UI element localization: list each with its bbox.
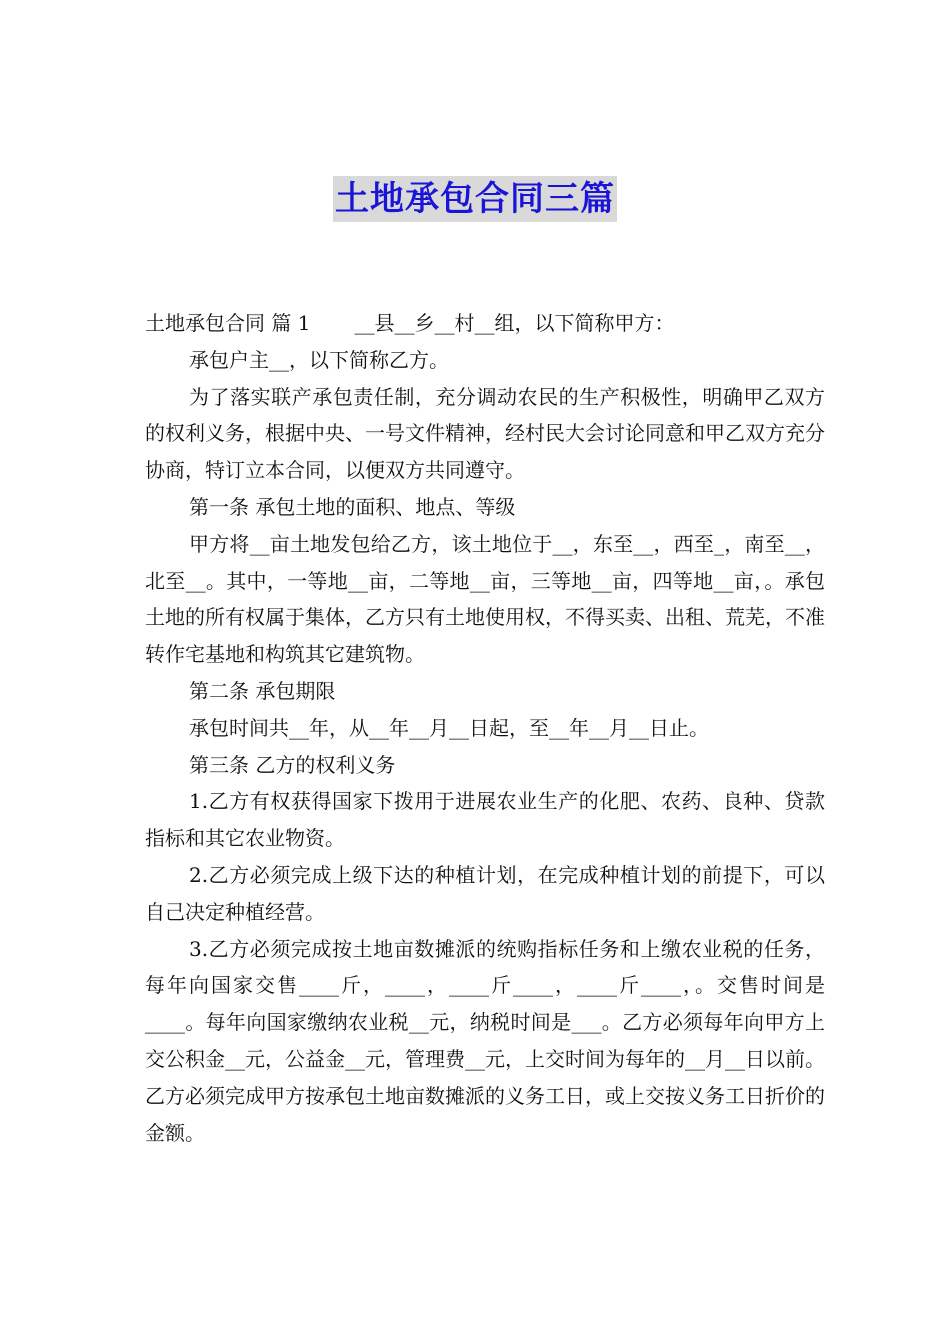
article-heading: 第三条 乙方的权利义务 <box>189 752 396 777</box>
paragraph: 为了落实联产承包责任制，充分调动农民的生产积极性，明确甲乙双方的权利义务，根据中央、一号文件精神，经村民大会讨论同意和甲乙双方充分协商，特订立本合同，以便双方共同遵守。 <box>145 384 825 483</box>
document-title: 土地承包合同三篇 <box>333 176 617 222</box>
paragraph: 承包户主__，以下简称乙方。 <box>189 347 449 372</box>
paragraph: 承包时间共__年，从__年__月__日起，至__年__月__日止。 <box>189 715 709 740</box>
section-label: 土地承包合同 篇 1 <box>145 311 311 335</box>
article-heading: 第二条 承包期限 <box>189 678 336 703</box>
list-item: 3.乙方必须完成按土地亩数摊派的统购指标任务和上缴农业税的任务，每年向国家交售____斤，____，____斤____，____斤____，。交售时间是____。每年向国家缴纳农业税__元，纳税时间是___。乙方必须每年向甲方上交公积金__元，公益金__元，管理费__元，上交时间为每年的__月__日以前。乙方必须完成甲方按承包土地亩数摊派的义务工日，或上交按义务工日折价的金额。 <box>145 936 825 1145</box>
list-item: 1.乙方有权获得国家下拨用于进展农业生产的化肥、农药、良种、贷款指标和其它农业物资。 <box>145 789 825 851</box>
title-area <box>0 176 950 222</box>
paragraph: 甲方将__亩土地发包给乙方，该土地位于__，东至__，西至_，南至__，北至__。其中，一等地__亩，二等地__亩，三等地__亩，四等地__亩，。承包土地的所有权属于集体，乙方只有土地使用权，不得买卖、出租、荒芜，不准转作宅基地和构筑其它建筑物。 <box>145 531 825 667</box>
paragraph-heading-line <box>145 305 825 342</box>
list-item: 2.乙方必须完成上级下达的种植计划，在完成种植计划的前提下，可以自己决定种植经营。 <box>145 862 825 924</box>
article-heading: 第一条 承包土地的面积、地点、等级 <box>189 494 516 519</box>
document-body <box>145 305 825 1151</box>
party-a-line: __县__乡__村__组，以下简称甲方： <box>354 311 675 335</box>
